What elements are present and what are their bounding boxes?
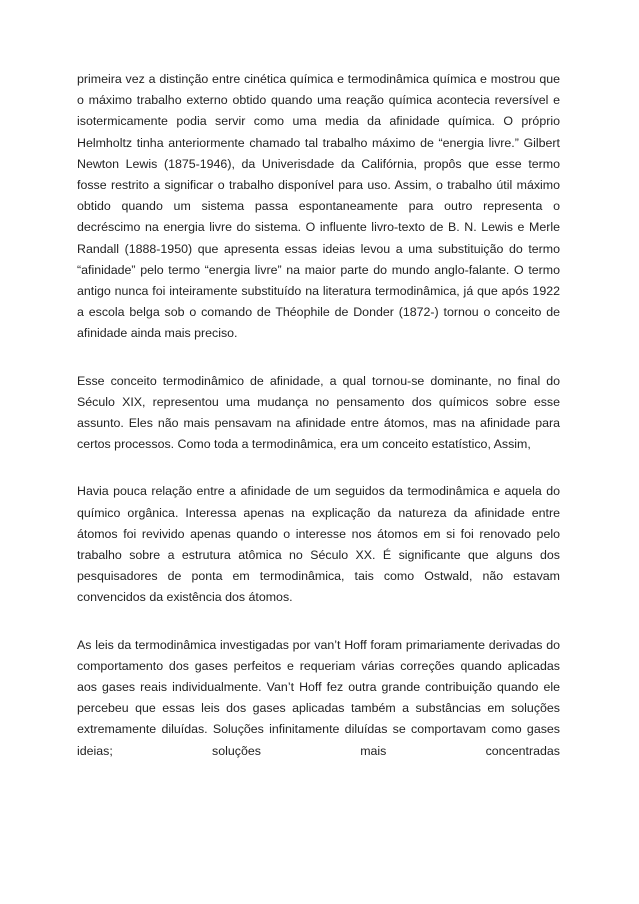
paragraph-4: As leis da termodinâmica investigadas por van’t Hoff foram primariamente derivadas do comportamento dos gases perfeitos e requeriam várias correções quando aplicadas aos gases reais individualmente. Van’t Hoff fez outra grande contribuição quando ele percebeu que essas leis dos gases aplicadas também a substâncias em soluções extremamente diluídas. Soluções infinitamente diluídas se comportavam como gases ideias; soluções mais concentradas — [77, 637, 560, 758]
paragraph-3: Havia pouca relação entre a afinidade de um seguidos da termodinâmica e aquela do químico orgânica. Interessa apenas na explicação da natureza da afinidade entre átomos foi revivido apenas quando o interesse nos átomos em si foi renovado pelo trabalho sobre a estrutura atômica no Século XX. É significante que alguns dos pesquisadores de ponta em termodinâmica, tais como Ostwald, não estavam convencidos da existência dos átomos. — [77, 484, 560, 605]
paragraph-2: Esse conceito termodinâmico de afinidade, a qual tornou-se dominante, no final do Século XIX, representou uma mudança no pensamento dos químicos sobre esse assunto. Eles não mais pensavam na afinidade entre átomos, mas na afinidade para certos processos. Como toda a termodinâmica, era um conceito estatístico, Assim, — [77, 373, 560, 452]
document-body — [77, 69, 560, 788]
paragraph-1: primeira vez a distinção entre cinética química e termodinâmica química e mostrou que o máximo trabalho externo obtido quando uma reação química acontecia reversível e isotermicamente podia servir como uma media da afinidade química. O próprio Helmholtz tinha anteriormente chamado tal trabalho máximo de “energia livre.” Gilbert Newton Lewis (1875-1946), da Univerisdade da Califórnia, propôs que esse termo fosse restrito a significar o trabalho disponível para uso. Assim, o trabalho útil máximo obtido quando um sistema passa espontaneamente para outro representa o decréscimo na energia livre do sistema. O influente livro-texto de B. N. Lewis e Merle Randall (1888-1950) que apresenta essas ideias levou a uma substituição do termo “afinidade” pelo termo “energia livre” na maior parte do mundo anglo-falante. O termo antigo nunca foi inteiramente substituído na literatura termodinâmica, já que após 1922 a escola belga sob o comando de Théophile de Donder (1872-) tornou o conceito de afinidade ainda mais preciso. — [77, 72, 560, 341]
